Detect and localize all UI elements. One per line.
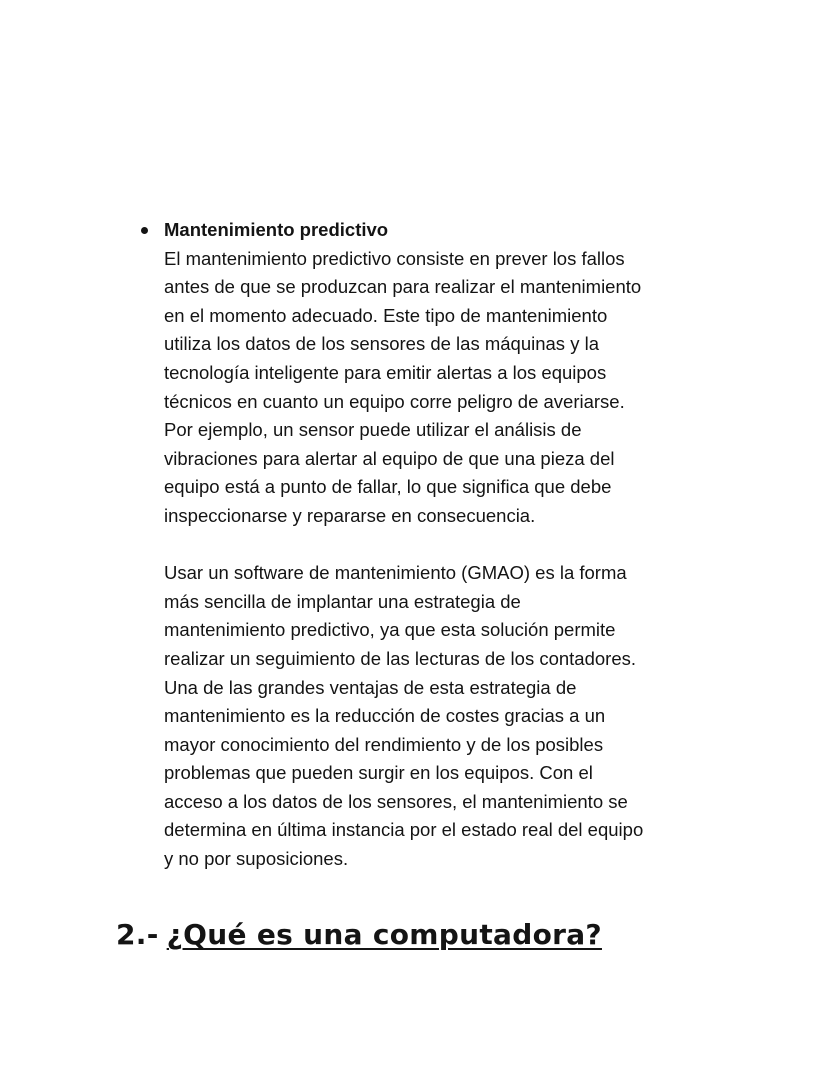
section-heading xyxy=(116,918,602,951)
paragraph-line: Usar un software de mantenimiento (GMAO) es la forma xyxy=(164,562,627,584)
heading-link[interactable]: ¿Qué es una computadora? xyxy=(166,918,602,951)
paragraph-line: utiliza los datos de los sensores de las máquinas y la xyxy=(164,333,599,355)
paragraph-line: en el momento adecuado. Este tipo de mantenimiento xyxy=(164,304,608,326)
paragraph-line: más sencilla de implantar una estrategia de xyxy=(164,590,521,612)
paragraph-line: técnicos en cuanto un equipo corre peligro de averiarse. xyxy=(164,390,625,412)
paragraph-line: Por ejemplo, un sensor puede utilizar el análisis de xyxy=(164,419,582,441)
paragraph-line: problemas que pueden surgir en los equipos. Con el xyxy=(164,762,593,784)
paragraph-1 xyxy=(164,245,724,531)
bullet-dot-icon xyxy=(141,227,148,234)
paragraph-line: El mantenimiento predictivo consiste en prever los fallos xyxy=(164,247,625,269)
bullet-title: Mantenimiento predictivo xyxy=(164,219,389,240)
paragraph-line: equipo está a punto de fallar, lo que significa que debe xyxy=(164,476,612,498)
paragraph-line: mantenimiento es la reducción de costes gracias a un xyxy=(164,705,606,727)
paragraph-2 xyxy=(164,559,724,874)
paragraph-line: tecnología inteligente para emitir alertas a los equipos xyxy=(164,361,607,383)
paragraph-line: antes de que se produzcan para realizar el mantenimiento xyxy=(164,276,642,298)
heading-number: 2.- xyxy=(116,918,159,951)
paragraph-line: y no por suposiciones. xyxy=(164,848,349,870)
paragraph-line: mantenimiento predictivo, ya que esta solución permite xyxy=(164,619,616,641)
paragraph-line: acceso a los datos de los sensores, el mantenimiento se xyxy=(164,790,628,812)
paragraph-line: determina en última instancia por el estado real del equipo xyxy=(164,819,644,841)
paragraph-line: vibraciones para alertar al equipo de que una pieza del xyxy=(164,447,615,469)
paragraph-line: mayor conocimiento del rendimiento y de los posibles xyxy=(164,733,604,755)
paragraph-line: inspeccionarse y repararse en consecuencia. xyxy=(164,504,536,526)
paragraph-line: Una de las grandes ventajas de esta estrategia de xyxy=(164,676,577,698)
paragraph-line: realizar un seguimiento de las lecturas de los contadores. xyxy=(164,647,637,669)
bullet-item-mantenimiento-predictivo xyxy=(164,216,724,874)
